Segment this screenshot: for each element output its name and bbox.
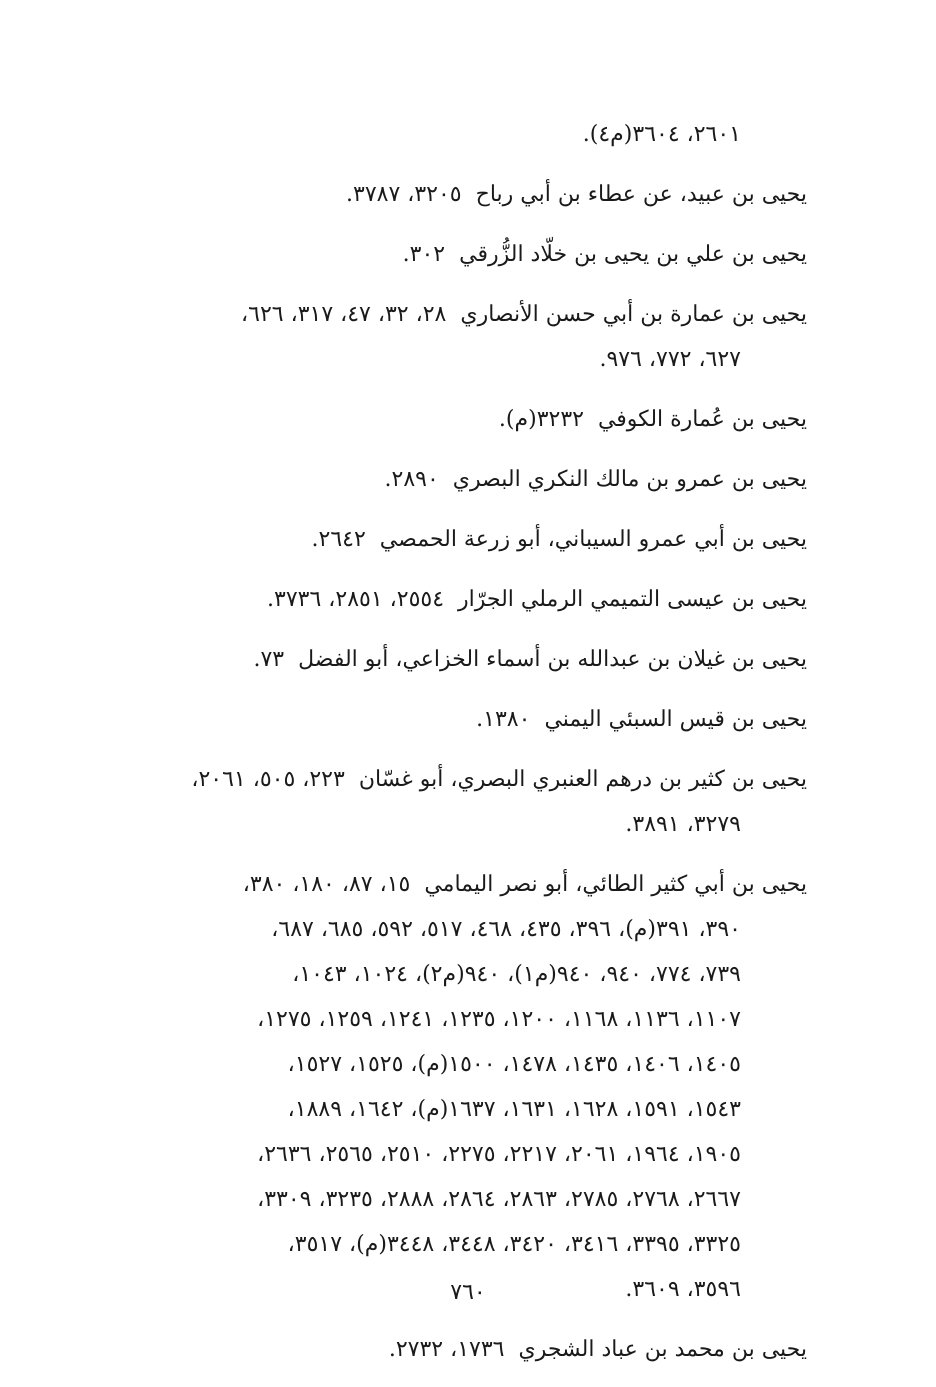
index-entry [95, 862, 807, 1312]
index-entry [95, 232, 807, 277]
entry-refs: ٣٠٢. [402, 242, 446, 267]
page-number: ٧٦٠ [450, 1280, 486, 1305]
entry-refs: ٢٨، ٣٢، ٤٧، ٣١٧، ٦٢٦، [241, 302, 447, 327]
entry-refs-line: ٣٩٠، ٣٩١(م)، ٣٩٦، ٤٣٥، ٤٦٨، ٥١٧، ٥٩٢، ٦٨٥، ٦٨٧، [271, 917, 741, 942]
entry-name: يحيى بن أبي عمرو السيباني، أبو زرعة الحمصي [379, 527, 807, 552]
entry-refs: ١٣٨٠. [476, 707, 531, 732]
entry-name: يحيى بن عبيد، عن عطاء بن أبي رباح [475, 182, 807, 207]
entry-name: يحيى بن عمرو بن مالك النكري البصري [452, 467, 807, 492]
entry-name: يحيى بن عُمارة الكوفي [597, 407, 807, 432]
index-entry [95, 577, 807, 622]
entry-refs: ٣٢٣٢(م). [498, 407, 584, 432]
entry-name: يحيى بن غيلان بن عبدالله بن أسماء الخزاعي، أبو الفضل [298, 647, 807, 672]
entry-name: يحيى بن محمد بن عباد الشجري [518, 1337, 807, 1362]
entry-name: يحيى بن علي بن يحيى بن خلّاد الزُّرقي [459, 242, 807, 267]
entry-refs-line: ٣٥٩٦، ٣٦٠٩. [625, 1277, 741, 1302]
entry-name: يحيى بن عيسى التميمي الرملي الجرّار [458, 587, 807, 612]
entry-refs-line: ٢٦٦٧، ٢٧٦٨، ٢٧٨٥، ٢٨٦٣، ٢٨٦٤، ٢٨٨٨، ٣٢٣٥، ٣٣٠٩، [257, 1187, 741, 1212]
index-entry [95, 517, 807, 562]
entry-refs: ٢٦٤٢. [311, 527, 366, 552]
entry-refs: ٢٨٩٠. [384, 467, 439, 492]
entry-refs: ٢٢٣، ٥٠٥، ٢٠٦١، [191, 767, 345, 792]
entry-refs-line: ٢٦٠١، ٣٦٠٤(م٤). [582, 122, 741, 147]
name-index [95, 112, 807, 1387]
entry-refs: ٣٢٠٥، ٣٧٨٧. [346, 182, 462, 207]
entry-refs-line: ١١٠٧، ١١٣٦، ١١٦٨، ١٢٠٠، ١٢٣٥، ١٢٤١، ١٢٥٩، ١٢٧٥، [257, 1007, 741, 1032]
index-entry [95, 637, 807, 682]
entry-refs-line: ١٤٠٥، ١٤٠٦، ١٤٣٥، ١٤٧٨، ١٥٠٠(م)، ١٥٢٥، ١٥٢٧، [287, 1052, 741, 1077]
entry-refs-line: ٦٢٧، ٧٧٢، ٩٧٦. [599, 347, 741, 372]
index-entry [95, 757, 807, 847]
entry-refs: ١٧٣٦، ٢٧٣٢. [388, 1337, 505, 1362]
entry-refs-line: ١٩٠٥، ١٩٦٤، ٢٠٦١، ٢٢١٧، ٢٢٧٥، ٢٥١٠، ٢٥٦٥، ٢٦٣٦، [257, 1142, 741, 1167]
entry-refs-line: ١٥٤٣، ١٥٩١، ١٦٢٨، ١٦٣١، ١٦٣٧(م)، ١٦٤٢، ١٨٨٩، [287, 1097, 741, 1122]
entry-refs: ٧٣. [253, 647, 285, 672]
index-entry [95, 1327, 807, 1372]
entry-name: يحيى بن كثير بن درهم العنبري البصري، أبو غسّان [358, 767, 807, 792]
index-entry [95, 292, 807, 382]
entry-refs-line: ٣٢٧٩، ٣٨٩١. [625, 812, 741, 837]
index-entry [95, 457, 807, 502]
entry-refs-line: ٧٣٩، ٧٧٤، ٩٤٠، ٩٤٠(م١)، ٩٤٠(م٢)، ١٠٢٤، ١٠٤٣، [292, 962, 741, 987]
entry-name: يحيى بن قيس السبئي اليمني [544, 707, 807, 732]
index-entry [95, 112, 807, 157]
entry-name: يحيى بن أبي كثير الطائي، أبو نصر اليمامي [424, 872, 807, 897]
index-entry [95, 397, 807, 442]
index-entry [95, 697, 807, 742]
entry-refs: ٢٥٥٤، ٢٨٥١، ٣٧٣٦. [267, 587, 445, 612]
entry-refs-line: ٣٣٢٥، ٣٣٩٥، ٣٤١٦، ٣٤٢٠، ٣٤٤٨، ٣٤٤٨(م)، ٣٥١٧، [287, 1232, 741, 1257]
index-entry [95, 172, 807, 217]
entry-name: يحيى بن عمارة بن أبي حسن الأنصاري [460, 302, 807, 327]
entry-refs: ١٥، ٨٧، ١٨٠، ٣٨٠، [242, 872, 411, 897]
